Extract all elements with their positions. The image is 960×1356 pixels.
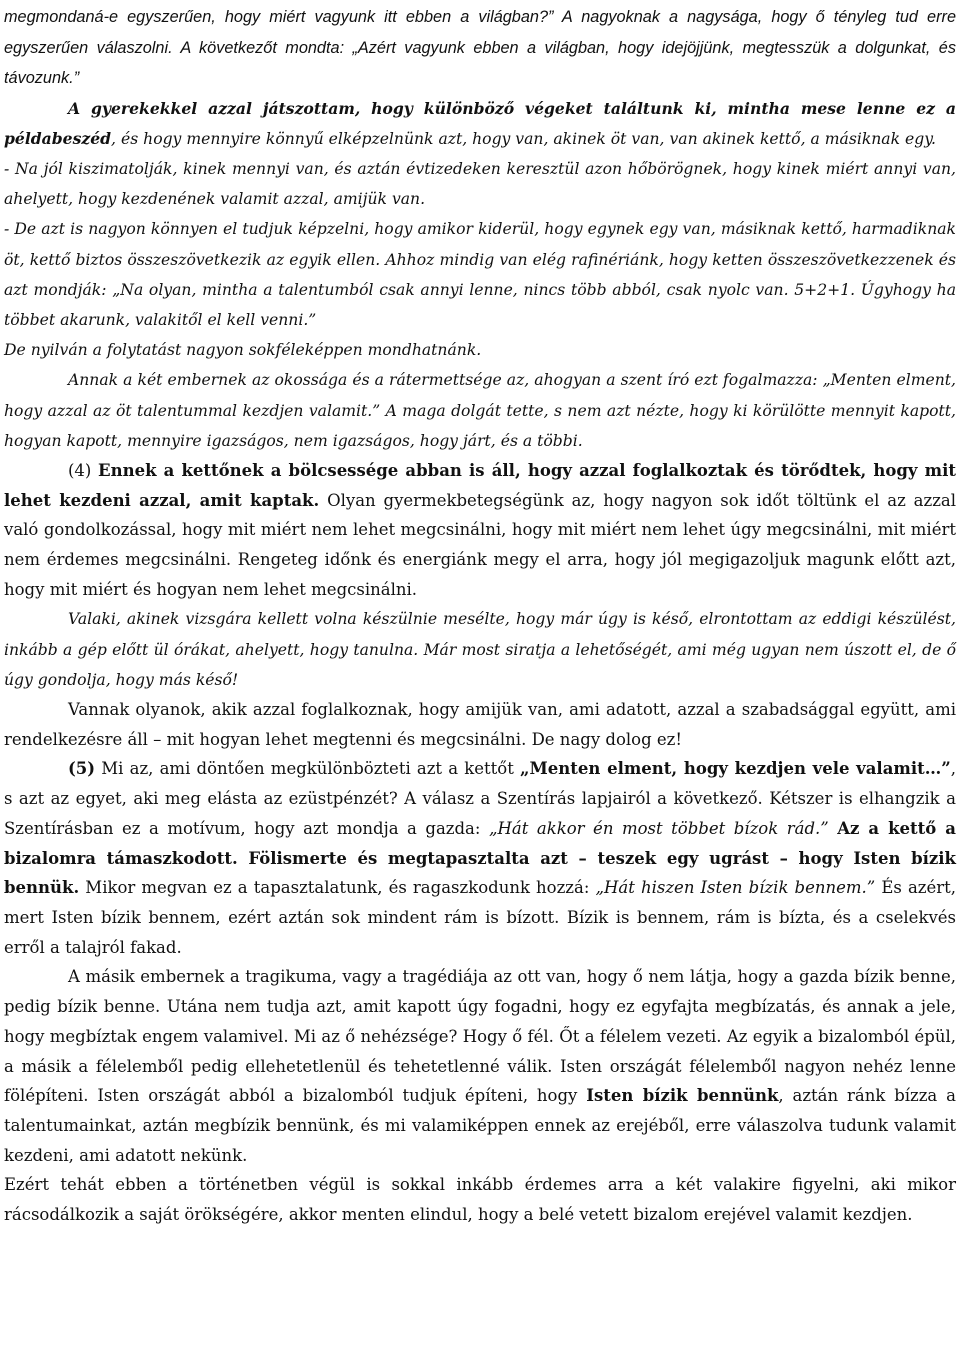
paragraph-4 [4,214,956,335]
text-span: Mikor megvan ez a tapasztalatunk, és ragaszkodunk hozzá: [79,878,596,898]
text-span: Vannak olyanok, akik azzal foglalkoznak, hogy amijük van, ami adatott, azzal a szabadsággal együtt, ami rendelkezésre áll – mit hogyan lehet megtenni és megcsinálni. De nagy dolog ez! [4,700,956,749]
text-span [829,819,838,838]
section-number: (5) [68,759,96,779]
paragraph-1 [4,2,956,94]
italic-span: „Hát hiszen Isten bízik bennem.” [595,878,876,898]
italic-span: Annak a két embernek az okossága és a rátermettsége az, ahogyan a szent író ezt fogalmazza: „Menten elment, hogy azzal az öt talentummal kezdjen valamit.” A maga dolgát tette, s nem azt nézte, hogy ki körülötte mennyit kapott, hogyan kapott, mennyire igazságos, nem igazságos, hogy járt, és a többi. [4,371,956,450]
paragraph-6 [4,365,956,456]
text-span: És azért, mert Isten bízik bennem, ezért aztán sok mindent rám is bízott. Bízik is bennem, rám is bízta, és a cselekvés erről a talajról fakad. [4,878,957,957]
text-span: A másik embernek a tragikuma, vagy a tragédiája az ott van, hogy ő nem látja, hogy a gazda bízik benne, pedig bízik benne. Utána nem tudja azt, amit kapott úgy fogadni, hogy ez egyfajta megbízatás, és annak a jele, hogy megbíztak engem valamivel. Mi az ő nehézsége? Hogy ő fél. Őt a félelem vezeti. Az egyik a bizalomból épül, a másik a félelemből pedig ellehetetlenül és tehetetlenné válik. Isten országát félelemből nagyon nehéz lenne fölépíteni. Isten országát abból a bizalomból tudjuk építeni, hogy [4,967,956,1106]
paragraph-9 [4,695,956,754]
text-span: Mi az, ami döntően megkülönbözteti azt a kettőt [95,759,521,779]
text-span: Olyan gyermekbetegségünk az, hogy nagyon sok időt töltünk el az azzal való gondolkozással, hogy mit miért nem lehet megcsinálni, hogy mit miért nem lehet úgy megcsinálni, mit miért nem érdemes megcsinálni. Rengeteg időnk és energiánk megy el arra, hogy jól megigazoljuk magunk előtt azt, hogy mit miért és hogyan nem lehet megcsinálni. [4,490,956,599]
paragraph-7 [4,456,956,605]
section-number: (4) [68,460,99,480]
italic-span: , és hogy mennyire könnyű elképzelnünk azt, hogy van, akinek öt van, van akinek kettő, a másiknak egy. [111,129,936,148]
italic-span: Valaki, akinek vizsgára kellett volna készülnie mesélte, hogy már úgy is késő, elrontottam az eddigi készülést, inkább a gép előtt ül órákat, ahelyett, hogy tanulna. Már most siratja a lehetőségét, ami még ugyan nem úszott el, de ő úgy gondolja, hogy más késő! [4,610,956,689]
bold-span: Isten bízik bennünk [586,1086,779,1106]
paragraph-5 [4,335,956,365]
document-page [4,2,956,1230]
italic-span: - Na jól kiszimatolják, kinek mennyi van, és aztán évtizedeken keresztül azon hőbörögnek, hogy kinek miért annyi van, ahelyett, hogy kezdenének valamit azzal, amijük van. [4,159,956,209]
italic-span: „Hát akkor én most többet bízok rád.” [488,818,829,838]
paragraph-10 [4,754,956,962]
text-span: , s azt az egyet, aki meg elásta az ezüstpénzét? A válasz a Szentírás lapjairól a következő. Kétszer is elhangzik a Szentírásban ez a motívum, hogy azt mondja a gazda: [4,759,956,838]
paragraph-8 [4,604,956,695]
paragraph-12 [4,1170,956,1229]
italic-span: De nyilván a folytatást nagyon sokféleképpen mondhatnánk. [4,341,482,360]
paragraph-3 [4,154,956,214]
paragraph-2 [4,94,956,154]
italic-span: megmondaná-e egyszerűen, hogy miért vagyunk itt ebben a világban?” A nagyoknak a nagysága, hogy ő tényleg tud erre egyszerűen válaszolni. A következőt mondta: „Azért vagyunk ebben a világban, hogy idejöjjünk, megtesszük a dolgunkat, és távozunk.” [4,8,956,87]
bold-span: Az a kettő a bizalomra támaszkodott. Fölismerte és megtapasztalta azt – teszek egy ugrást – hogy Isten bízik bennük. [4,818,956,898]
bold-span: Ennek a kettőnek a bölcsessége abban is áll, hogy azzal foglalkoztak és törődtek, hogy mit lehet kezdeni azzal, amit kaptak. [4,460,956,510]
italic-span: - De azt is nagyon könnyen el tudjuk képzelni, hogy amikor kiderül, hogy egynek egy van, másiknak kettő, harmadiknak öt, kettő biztos összeszövetkezik az egyik ellen. Ahhoz mindig van elég rafinériánk, hogy ketten összeszövetkezzenek és azt mondják: „Na olyan, mintha a talentumból csak annyi lenne, nincs több abból, csak nyolc van. 5+2+1. Úgyhogy ha többet akarunk, valakitől el kell venni.” [4,220,956,329]
text-span: , aztán ránk bízza a talentumainkat, aztán megbízik bennünk, és mi valamiképpen ennek az erejéből, erre válaszolva tudunk valamit kezdeni, ami adatott nekünk. [4,1086,956,1165]
bold-span: „Menten elment, hogy kezdjen vele valamit…” [520,759,951,779]
text-span: Ezért tehát ebben a történetben végül is sokkal inkább érdemes arra a két valakire figyelni, aki mikor rácsodálkozik a saját örökségére, akkor menten elindul, hogy a belé vetett bizalom erejével valamit kezdjen. [4,1175,956,1225]
bold-italic-span: A gyerekekkel azzal játszottam, hogy különböző végeket találtunk ki, mintha mese lenne ez a példabeszéd [4,98,956,148]
paragraph-11 [4,962,956,1170]
